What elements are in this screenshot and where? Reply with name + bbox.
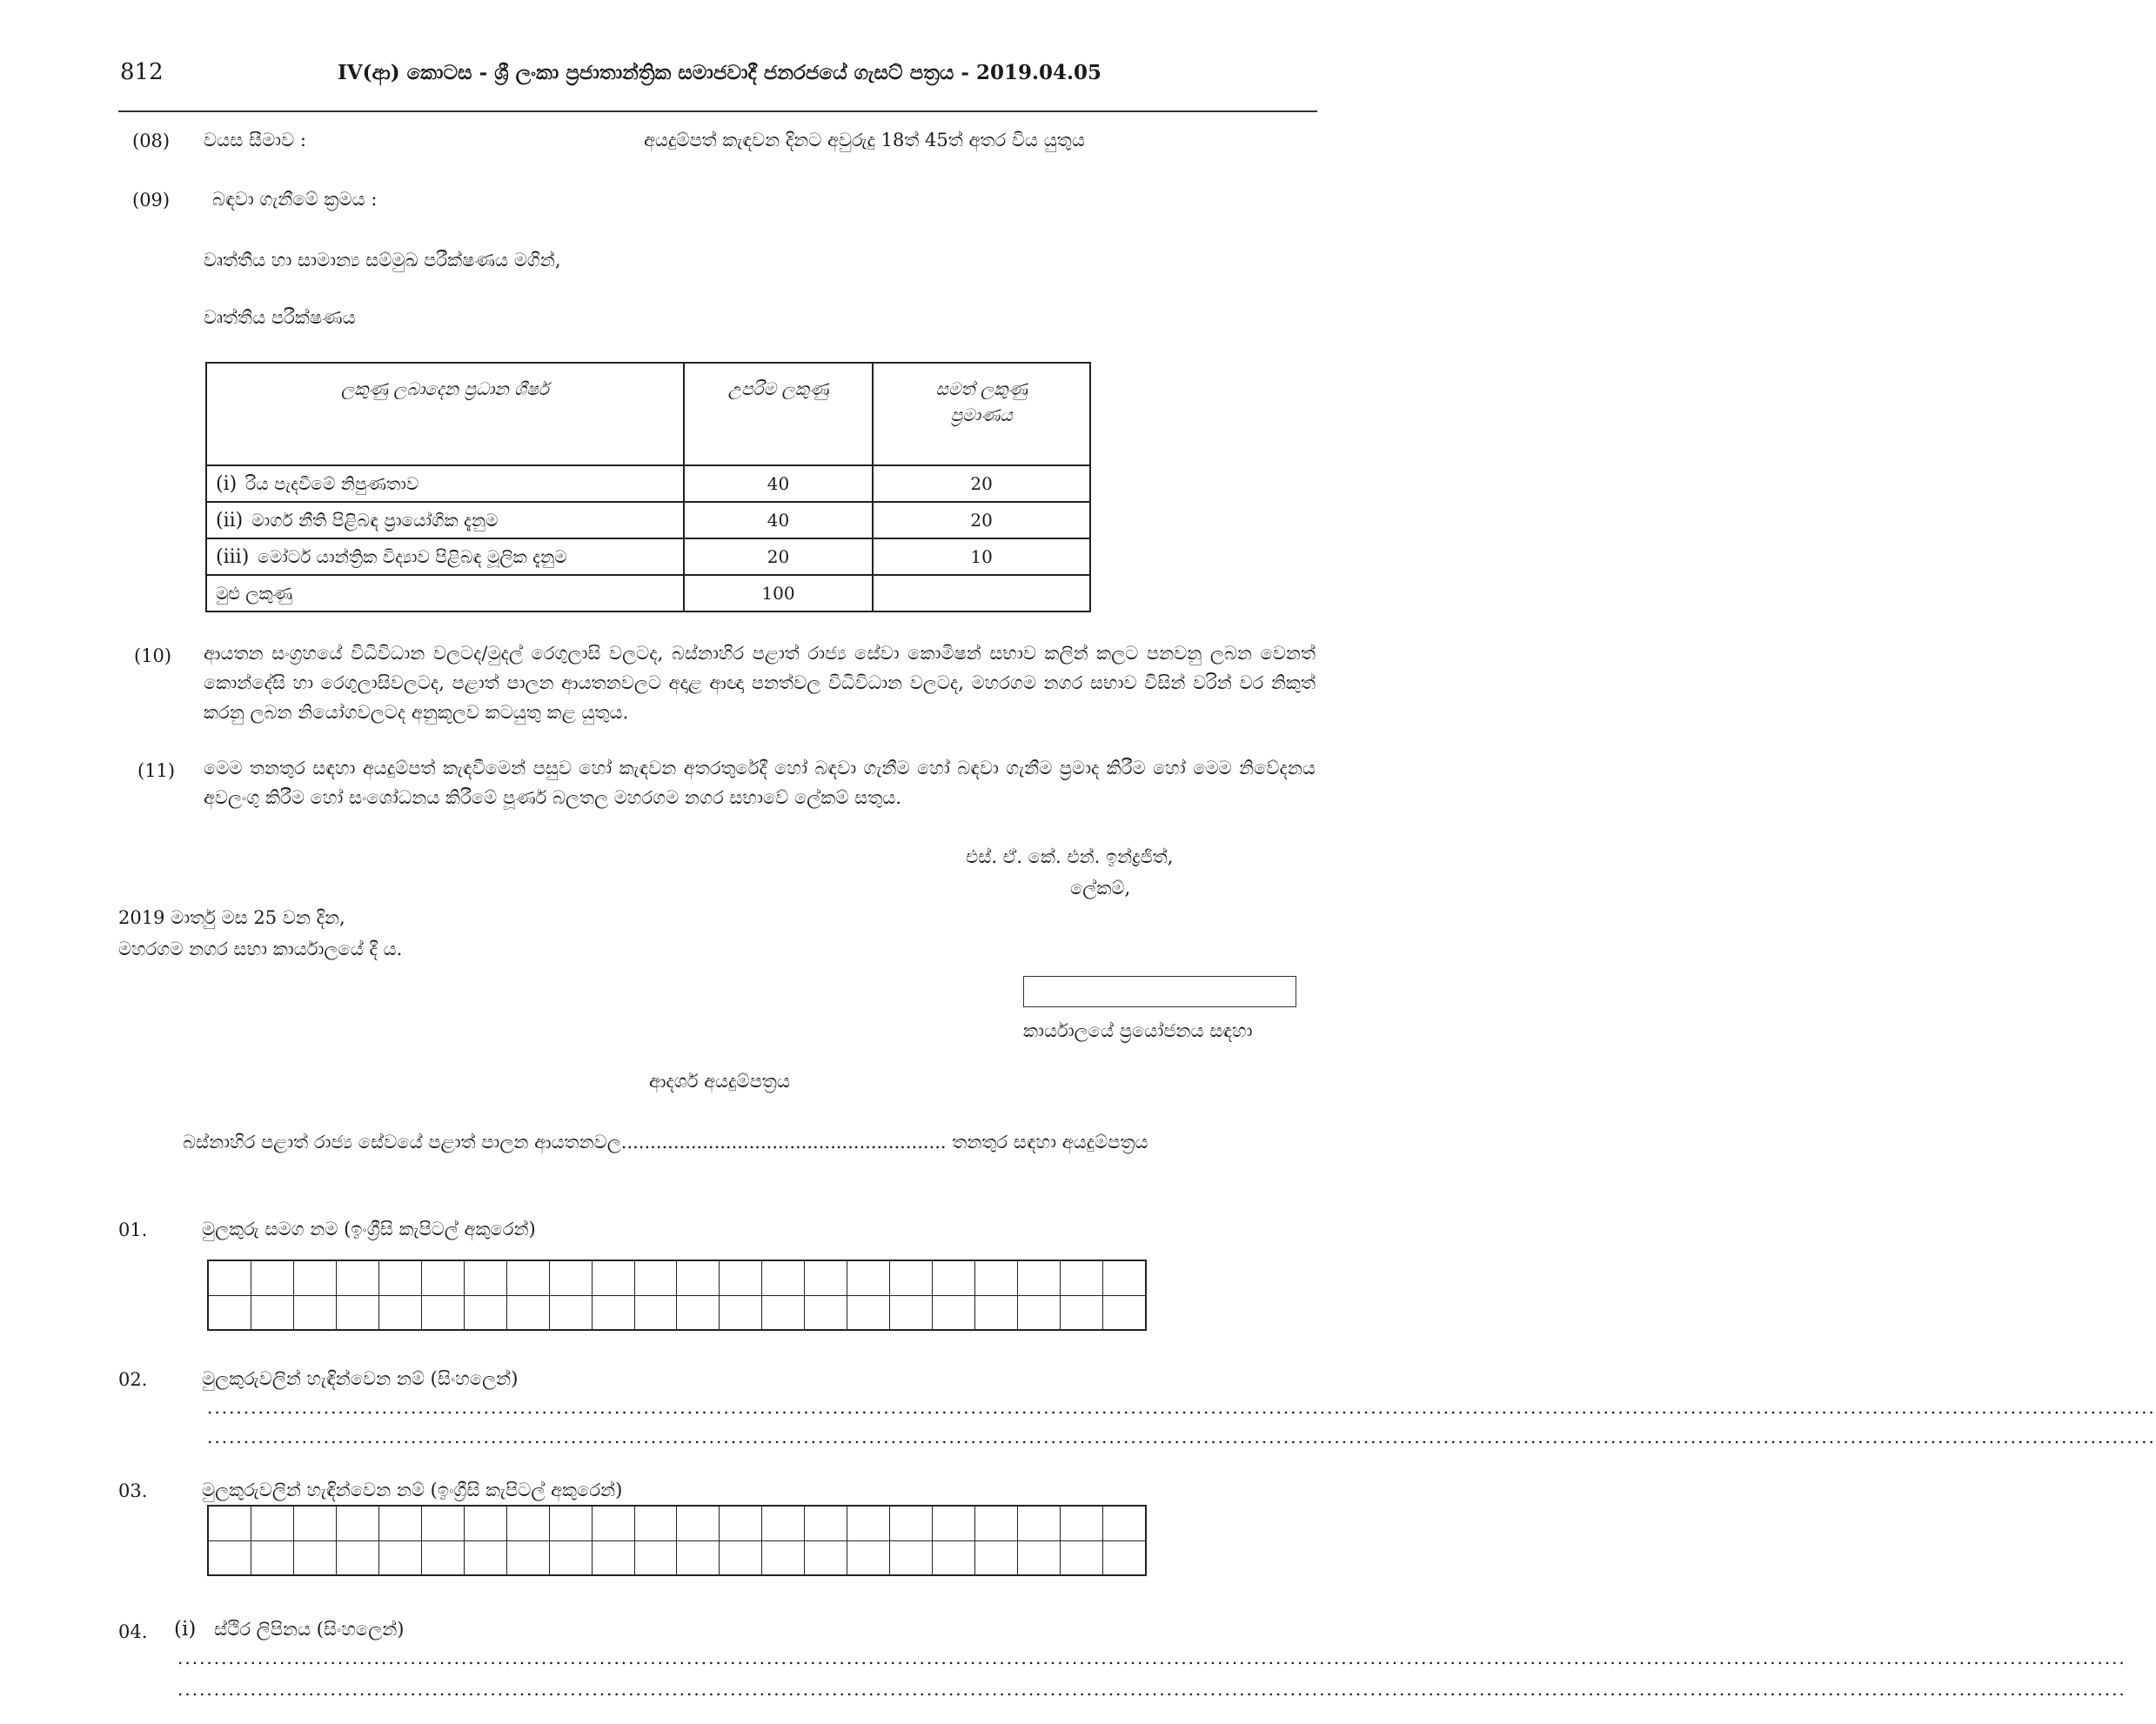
row-roman: (iii) xyxy=(216,545,250,568)
row-pass: 20 xyxy=(873,465,1090,502)
row-pass: 10 xyxy=(873,538,1090,575)
q04-label: ස්ථිර ලිපිනය (සිංහලෙන්) xyxy=(214,1619,405,1640)
q02-fill-line-2[interactable]: ............................................................................................................................................................................................................................................................................ xyxy=(207,1427,2156,1447)
row-label xyxy=(206,538,684,575)
item-10-number: (10) xyxy=(134,645,172,666)
item-09-number: (09) xyxy=(132,190,171,210)
table-total-row xyxy=(206,575,1090,611)
row-label xyxy=(206,502,684,538)
header-pass-marks xyxy=(873,363,1090,465)
header-max-marks: උපරිම ලකුණු xyxy=(684,363,874,465)
q04-fill-line-2[interactable]: ............................................................................................................................................................................................................................................................................ xyxy=(177,1679,2126,1700)
q03-name-grid[interactable] xyxy=(207,1505,1147,1576)
row-roman: (ii) xyxy=(216,509,244,531)
item-11-text: මෙම තනතුර සඳහා අයදුම්පත් කැඳවීමෙන් පසුව හෝ කැඳවන අතරතුරේදී හෝ බඳවා ගැනීම හෝ බඳවා ගැනීම ප්‍රමාද කිරීම හෝ මෙම නිවේදනය අවලංගු කිරීම හෝ සංශෝධනය කිරීමේ පූර්ණ බලතල මහරගම නගර සභාවේ ලේකම් සතුය. xyxy=(204,758,1316,808)
signatory-name: එස්. ඒ. කේ. එන්. ඉන්ද්‍රජිත්, xyxy=(966,846,1174,867)
q02-number: 02. xyxy=(118,1369,148,1390)
q01-name-grid[interactable] xyxy=(207,1260,1147,1331)
total-pass-empty xyxy=(873,575,1090,611)
q04-fill-line-1[interactable]: ............................................................................................................................................................................................................................................................................ xyxy=(177,1647,2126,1668)
table-row xyxy=(206,465,1090,502)
q03-number: 03. xyxy=(118,1480,148,1501)
row-pass: 20 xyxy=(873,502,1090,538)
table-row xyxy=(206,538,1090,575)
item-08-label: වයස සීමාව : xyxy=(204,130,306,150)
office-use-box xyxy=(1023,976,1296,1007)
form-subtitle: බස්නාහිර පළාත් රාජ්‍ය සේවයේ පළාත් පාලන ආයතනවල........................................................ තනතුර සඳහා අයදුම්පත්‍රය xyxy=(183,1132,1148,1153)
gazette-title: IV(ආ) කොටස - ශ්‍රී ලංකා ප්‍රජාතාන්ත්‍රික සමාජවාදී ජනරජයේ ගැසට් පත්‍රය - 2019.04.05 xyxy=(338,61,1101,84)
total-label: මුළු ලකුණු xyxy=(206,575,684,611)
marks-table-header-row xyxy=(206,363,1090,465)
q04-number: 04. xyxy=(118,1621,148,1642)
q02-fill-line-1[interactable]: ............................................................................................................................................................................................................................................................................ xyxy=(207,1397,2156,1418)
row-max: 20 xyxy=(684,538,874,575)
item-11-number: (11) xyxy=(137,760,176,781)
row-text: රිය පැදවීමේ නිපුණතාව xyxy=(245,472,419,494)
q02-label: මුලකුරුවලින් හැඳින්වෙන නම් (සිංහලෙන්) xyxy=(202,1368,519,1389)
row-text: මාර්ග නීති පිළිබඳ ප්‍රායෝගික දැනුම xyxy=(251,509,499,531)
marks-table xyxy=(205,362,1091,612)
row-max: 40 xyxy=(684,502,874,538)
row-roman: (i) xyxy=(216,472,238,495)
office-use-label: කාර්යාලයේ ප්‍රයෝජනය සඳහා xyxy=(1023,1020,1253,1041)
item-09-line2: වෘත්තීය පරීක්ෂණය xyxy=(204,307,356,328)
table-row xyxy=(206,502,1090,538)
form-title: ආදර්ශ අයදුම්පත්‍රය xyxy=(649,1071,790,1092)
place-line: මහරගම නගර සභා කාර්යාලයේ දී ය. xyxy=(118,939,403,959)
q04-sub-number: (i) xyxy=(174,1618,197,1640)
date-line: 2019 මාර්තු මස 25 වන දින, xyxy=(118,907,345,928)
item-08-value: අයදුම්පත් කැඳවන දිනට අවුරුදු 18ත් 45ත් අතර විය යුතුය xyxy=(644,130,1085,150)
total-max: 100 xyxy=(684,575,874,611)
row-max: 40 xyxy=(684,465,874,502)
signatory-title: ලේකම්, xyxy=(1070,878,1131,899)
header-subject: ලකුණු ලබාදෙන ප්‍රධාන ශීර්ෂ xyxy=(206,363,684,465)
item-10-text: ආයතන සංග්‍රහයේ විධිවිධාන වලටද/මුදල් රෙගුලාසි වලටද, බස්නාහිර පළාත් රාජ්‍ය සේවා කොමිෂන් සභාව කලින් කලට පනවනු ලබන වෙනත් කොන්දේසි හා රෙගුලාසිවලටද, පළාත් පාලන ආයතනවලට අදාළ ආඥා පනත්වල විධිවිධාන වලටද, මහරගම නගර සභාව විසින් වරින් වර නිකුත් කරනු ලබන නියෝගවලටද අනුකූලව කටයුතු කළ යුතුය. xyxy=(204,643,1316,723)
row-label xyxy=(206,465,684,502)
q01-number: 01. xyxy=(118,1219,148,1240)
row-text: මෝටර් යාන්ත්‍රික විද්‍යාව පිළිබඳ මූලික දැනුම xyxy=(258,545,567,567)
q03-label: මුලකුරුවලින් හැඳින්වෙන නම් (ඉංග්‍රීසි කැපිටල් අකුරෙන්) xyxy=(202,1480,623,1500)
item-09-line1: වෘත්තීය හා සාමාන්‍ය සම්මුඛ පරීක්ෂණය මගින්, xyxy=(204,250,561,271)
page-number: 812 xyxy=(120,59,164,85)
item-08-number: (08) xyxy=(132,130,171,151)
header-pass-marks-text: සමත් ලකුණු ප්‍රමාණය xyxy=(935,378,1028,425)
item-09-label: බඳවා ගැනීමේ ක්‍රමය : xyxy=(212,189,378,210)
header-divider xyxy=(118,110,1317,112)
q01-label: මුලකුරු සමග නම (ඉංග්‍රීසි කැපිටල් අකුරෙන්) xyxy=(202,1219,536,1240)
